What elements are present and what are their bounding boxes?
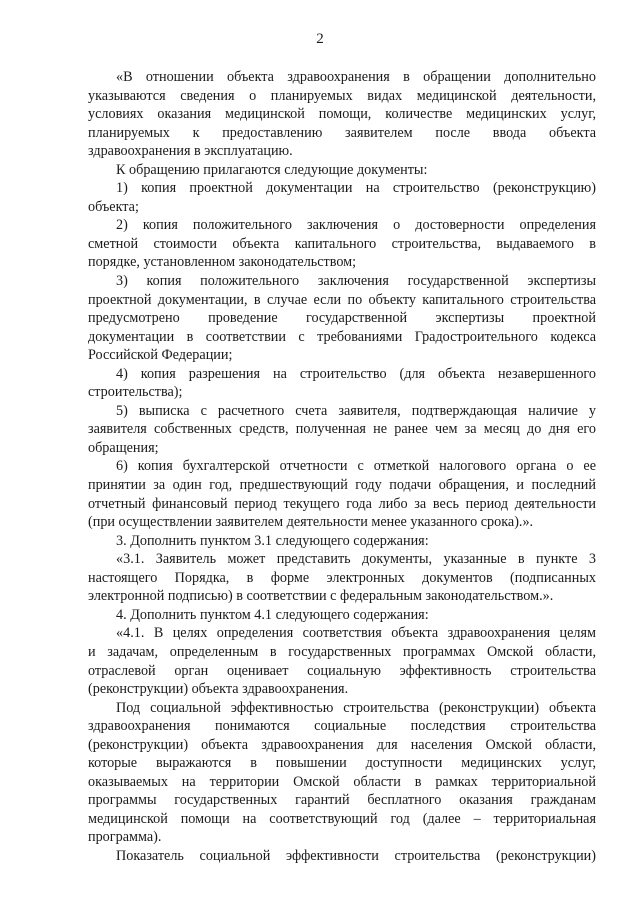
text-line: 3) копия положительного заключения государственной экспертизы (116, 273, 596, 290)
text-line: планируемых к предоставлению заявителем после ввода объекта (88, 124, 596, 141)
paragraph (88, 457, 596, 531)
text-line: (при осуществлении заявителем деятельности менее указанного срока).». (88, 514, 534, 531)
document-body (88, 68, 596, 866)
text-line: настоящего Порядка, в форме электронных документов (подписанных (88, 569, 596, 586)
text-line: здравоохранения понимаются социальные последствия строительства (88, 718, 596, 735)
text-line: принятии за один год, предшествующий году подачи обращения, и последний (88, 477, 596, 494)
paragraph (88, 847, 596, 866)
paragraph (88, 532, 596, 551)
text-line: здравоохранения в эксплуатацию. (88, 143, 293, 160)
text-line: документации в соответствии с требованиями Градостроительного кодекса (88, 328, 596, 345)
text-line: отраслевой орган оценивает социальную эффективность строительства (88, 662, 596, 679)
paragraph (88, 216, 596, 272)
paragraph (88, 606, 596, 625)
paragraph (88, 699, 596, 847)
paragraph (88, 68, 596, 161)
paragraph (88, 179, 596, 216)
text-line: электронной подписью) в соответствии с федеральным законодательством.». (88, 588, 554, 605)
text-line: медицинской помощи на соответствующий год (далее – территориальная (88, 810, 596, 827)
paragraph (88, 402, 596, 458)
text-line: оказываемых на территории Омской области в рамках территориальной (88, 773, 596, 790)
text-line: 6) копия бухгалтерской отчетности с отметкой налогового органа о ее (116, 458, 596, 475)
text-line: «4.1. В целях определения соответствия объекта здравоохранения целям (116, 625, 596, 642)
text-line: условиях оказания медицинской помощи, количестве медицинских услуг, (88, 106, 596, 123)
text-line: программы государственных гарантий бесплатного оказания гражданам (88, 792, 596, 809)
text-line: обращения; (88, 439, 159, 456)
text-line: и задачам, определенным в государственных программах Омской области, (88, 643, 596, 660)
text-line: 3. Дополнить пунктом 3.1 следующего содержания: (116, 532, 429, 549)
paragraph (88, 365, 596, 402)
paragraph (88, 624, 596, 698)
text-line: К обращению прилагаются следующие документы: (116, 161, 428, 178)
text-line: Показатель социальной эффективности строительства (реконструкции) (116, 847, 596, 864)
text-line: Российской Федерации; (88, 347, 233, 364)
paragraph (88, 272, 596, 365)
text-line: Под социальной эффективностью строительства (реконструкции) объекта (116, 699, 596, 716)
text-line: сметной стоимости объекта капитального строительства, выдаваемого в (88, 235, 596, 252)
text-line: 2) копия положительного заключения о достоверности определения (116, 217, 596, 234)
text-line: указываются сведения о планируемых видах медицинской деятельности, (88, 87, 596, 104)
text-line: предусмотрено проведение государственной экспертизы проектной (88, 310, 596, 327)
text-line: строительства); (88, 384, 183, 401)
text-line: «В отношении объекта здравоохранения в обращении дополнительно (116, 69, 596, 85)
text-line: отчетный финансовый период текущего года либо за весь период деятельности (88, 495, 596, 512)
paragraph (88, 161, 596, 180)
text-line: 4. Дополнить пунктом 4.1 следующего содержания: (116, 606, 429, 623)
text-line: (реконструкции) объекта здравоохранения. (88, 681, 349, 698)
text-line: программа). (88, 829, 162, 846)
text-line: которые выражаются в повышении доступности медицинских услуг, (88, 755, 596, 772)
text-line: порядке, установленном законодательством; (88, 254, 357, 271)
text-line: (реконструкции) объекта здравоохранения для населения Омской области, (88, 736, 596, 753)
text-line: объекта; (88, 198, 139, 215)
text-line: проектной документации, в случае если по объекту капитального строительства (88, 291, 596, 308)
text-line: 1) копия проектной документации на строительство (реконструкцию) (116, 180, 596, 197)
paragraph (88, 550, 596, 606)
text-line: 5) выписка с расчетного счета заявителя, подтверждающая наличие у (116, 402, 596, 419)
page-number: 2 (316, 31, 324, 47)
text-line: «3.1. Заявитель может представить документы, указанные в пункте 3 (116, 551, 596, 568)
text-line: заявителя собственных средств, полученная не ранее чем за месяц до дня его (88, 421, 596, 438)
text-line: 4) копия разрешения на строительство (для объекта незавершенного (116, 365, 596, 382)
